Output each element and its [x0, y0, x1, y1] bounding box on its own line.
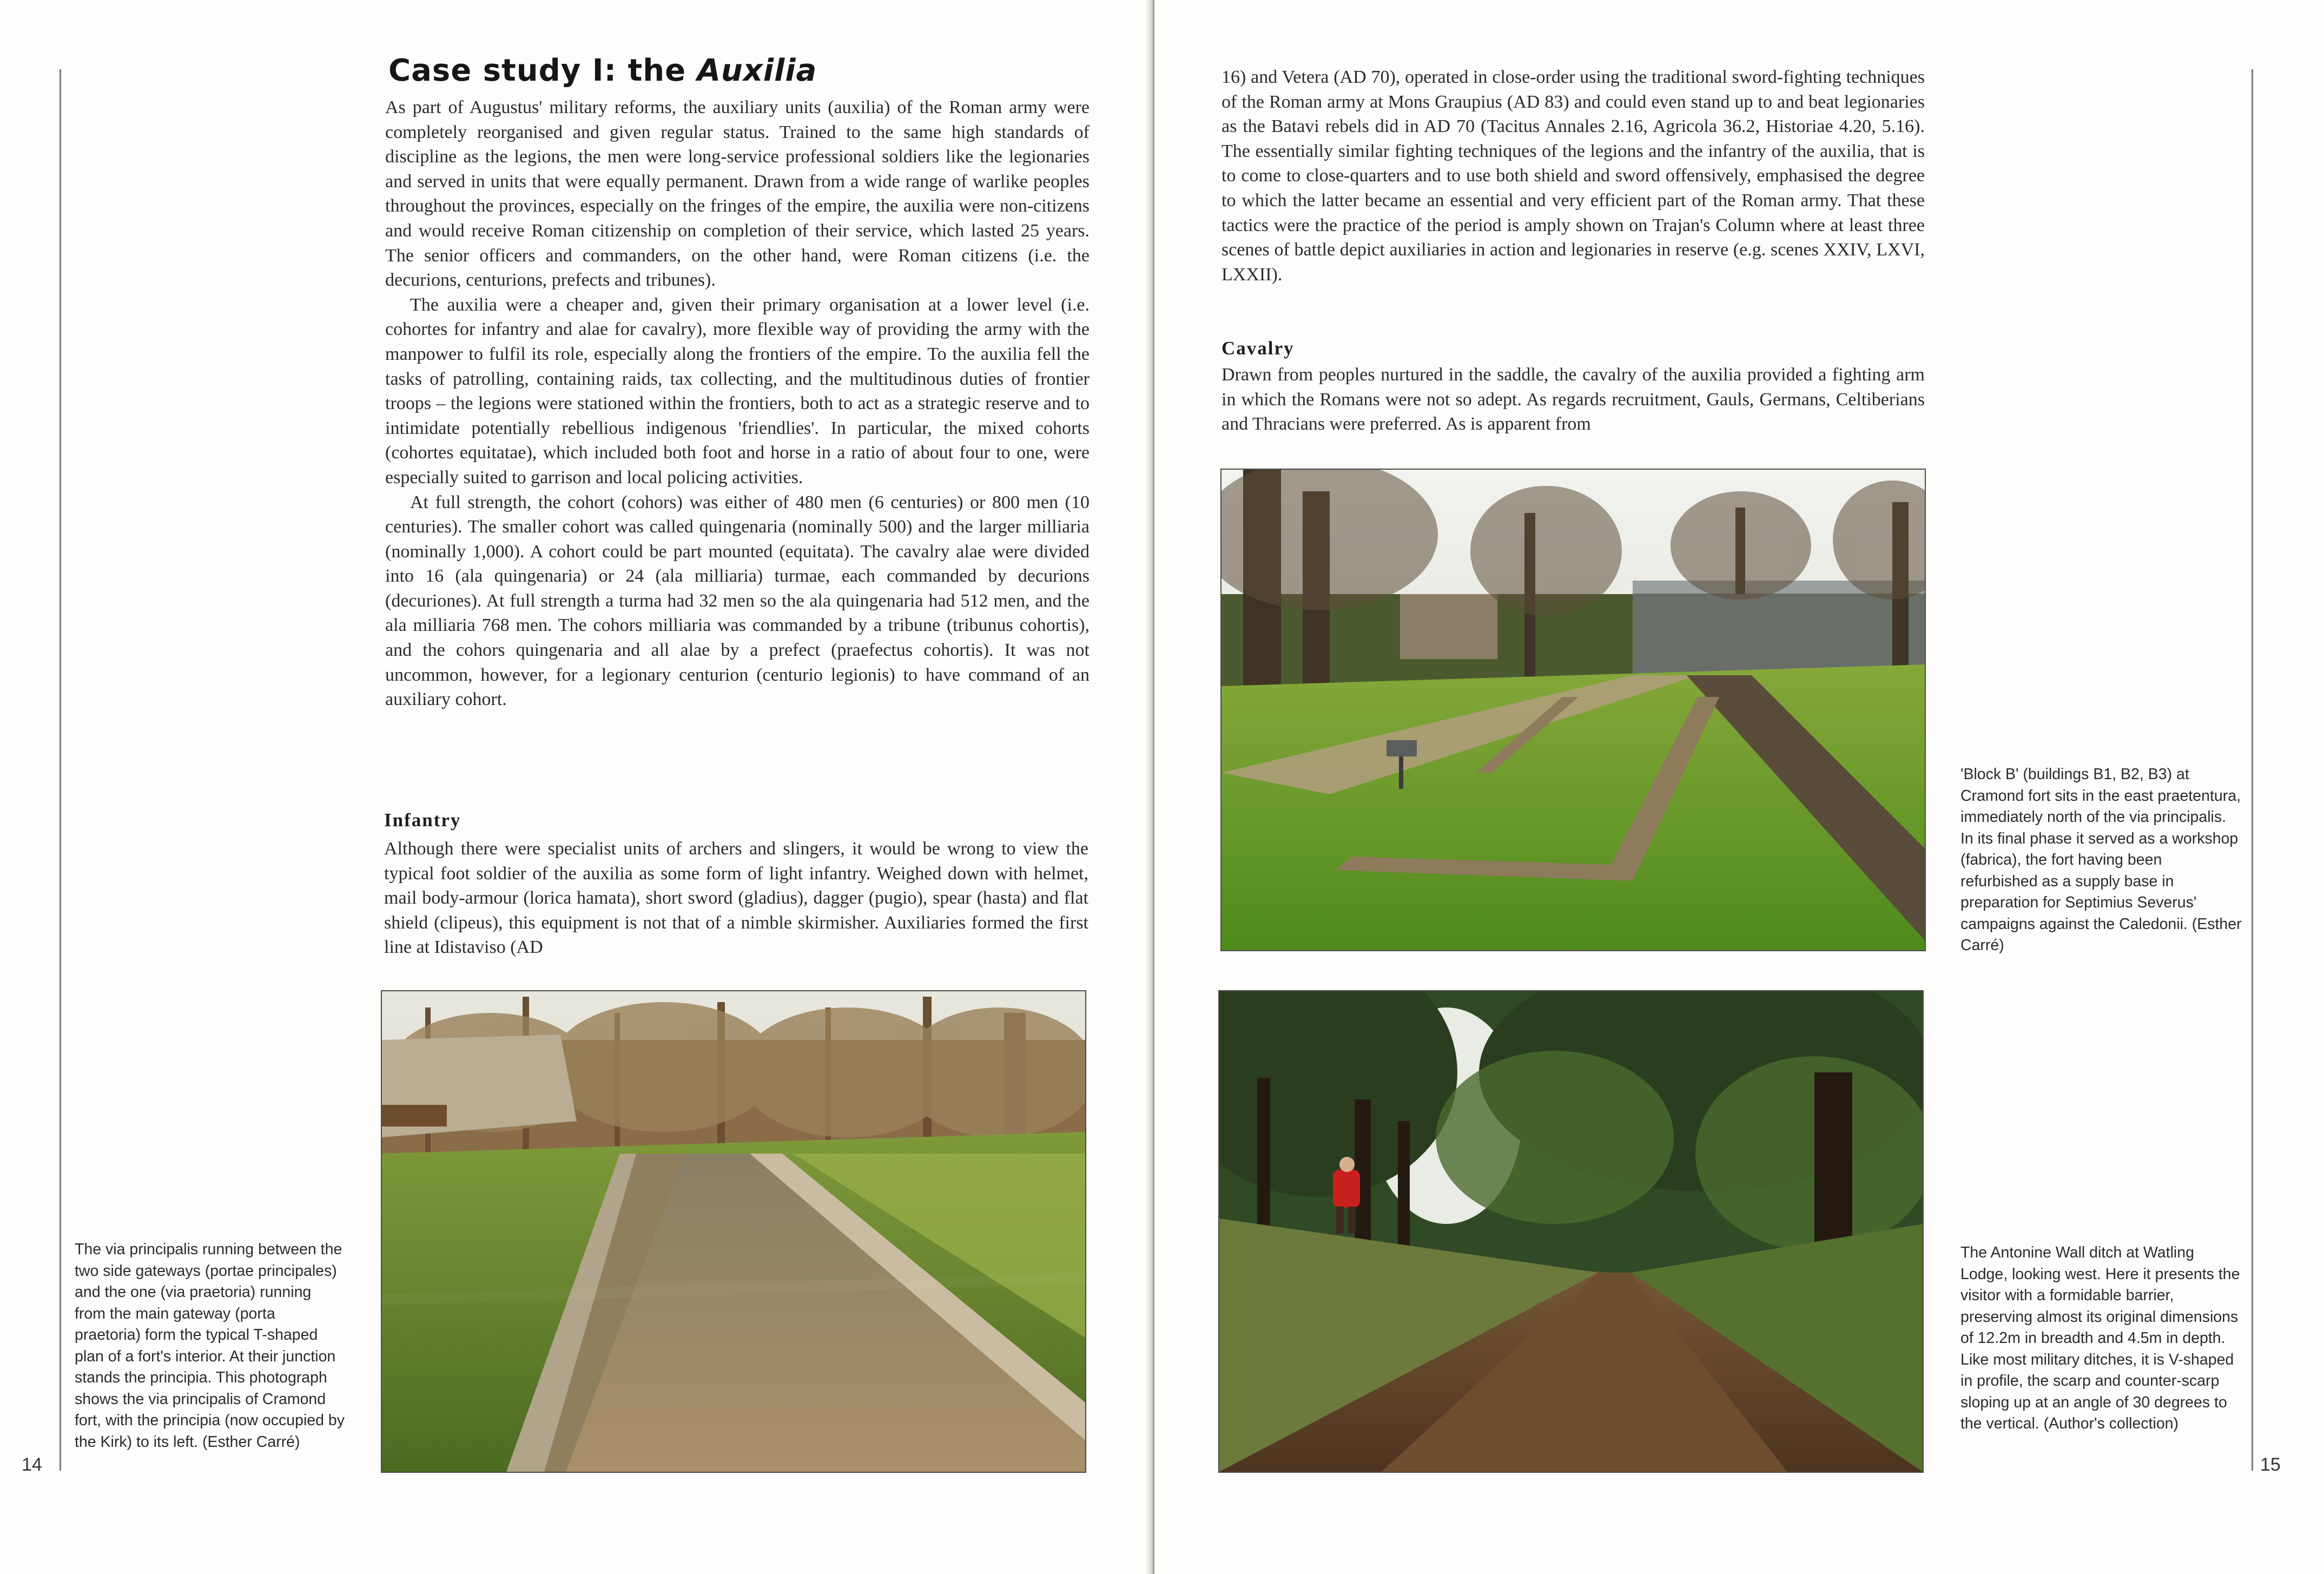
right-page	[1154, 0, 2324, 1574]
right-margin-rule	[2252, 69, 2253, 1471]
page-number-right: 15	[2260, 1454, 2281, 1475]
cavalry-text: Drawn from peoples nurtured in the saddle, the cavalry of the auxilia provided a fighting arm in which the Romans were not so adept. As regards recruitment, Gauls, Germans, Celtiberians and Thracians were preferred. As is apparent from	[1222, 365, 1925, 434]
block-b-caption: 'Block B' (buildings B1, B2, B3) at Cramond fort sits in the east praetentura, immediately north of the via principalis. In its final phase it served as a workshop (fabrica), the fort having been refurbished as a supply base in preparation for Septimius Severus' campaigns against the Caledonii. (Esther Carré)	[1960, 766, 2242, 954]
title-italic: Auxilia	[697, 53, 817, 88]
title-prefix: Case study I: the	[388, 53, 697, 88]
paragraph: The auxilia were a cheaper and, given their primary organisation at a lower level (i.e. cohortes for infantry and alae for cavalry), more flexible way of providing the army with the manpower to fulfil its role, especially along the frontiers of the empire. To the auxilia fell the tasks of patrolling, containing raids, tax collecting, and the multitudinous duties of frontier troops – the legions were stationed within the frontiers, both to act as a strategic reserve and to intimidate potentially rebellious indigenous 'friendlies'. In particular, the mixed cohorts (cohortes equitatae), which included both foot and horse in a ratio of about four to one, were especially suited to garrison and local policing activities.	[385, 294, 1090, 488]
paragraph: As part of Augustus' military reforms, the auxiliary units (auxilia) of the Roman army were completely reorganised and given regular status. Trained to the same high standards of discipline as the legions, the men were long-service professional soldiers like the legionaries and served in units that were equally permanent. Drawn from a wide range of warlike peoples throughout the provinces, especially on the fringes of the empire, the auxilia were non-citizens and would receive Roman citizenship on completion of their service, which lasted 25 years. The senior officers and commanders, on the other hand, were Roman citizens (i.e. the decurions, centurions, prefects and tribunes).	[385, 97, 1090, 291]
page-number-left: 14	[22, 1454, 42, 1475]
cavalry-heading: Cavalry	[1222, 338, 1295, 359]
page-title	[388, 53, 817, 88]
infantry-heading: Infantry	[384, 809, 461, 831]
left-margin-rule	[60, 69, 61, 1471]
paragraph: At full strength, the cohort (cohors) was either of 480 men (6 centuries) or 800 men (10 centuries). The smaller cohort was called quingenaria (nominally 500) and the larger milliaria (nominally 1,000). A cohort could be part mounted (equitata). The cavalry alae were divided into 16 (ala quingenaria) or 24 (ala milliaria) turmae, each commanded by decurions (decuriones). At full strength a turma had 32 men so the ala quingenaria had 512 men, and the ala milliaria 768 men. The cohors milliaria was commanded by a tribune (tribunus cohortis), and the cohors quingenaria and all alae by a prefect (praefectus cohortis). It was not uncommon, however, for a legionary centurion (centurio legionis) to have command of an auxiliary cohort.	[385, 492, 1090, 710]
block-b-photo	[1220, 469, 1926, 951]
left-body-text	[385, 95, 1090, 712]
via-principalis-caption: The via principalis running between the two side gateways (portae principales) and the one (via praetoria) running from the main gateway (porta praetoria) form the typical T-shaped plan of a fort's interior. At their junction stands the principia. This photograph shows the via principalis of Cramond fort, with the principia (now occupied by the Kirk) to its left. (Esther Carré)	[75, 1241, 345, 1451]
antonine-wall-photo	[1218, 990, 1924, 1473]
right-continuation-text: 16) and Vetera (AD 70), operated in close-order using the traditional sword-fighting techniques of the Roman army at Mons Graupius (AD 83) and could even stand up to and beat legionaries as the Batavi rebels did in AD 70 (Tacitus Annales 2.16, Agricola 36.2, Historiae 4.20, 5.16). The essentially similar fighting techniques of the legions and the infantry of the auxilia, that is to come to close-quarters and to use both shield and sword offensively, emphasised the degree to which the latter became an essential and very efficient part of the Roman army. That these tactics were the practice of the period is amply shown on Trajan's Column where at least three scenes of battle depict auxiliaries in action and legionaries in reserve (e.g. scenes XXIV, LXVI, LXXII).	[1222, 67, 1925, 285]
antonine-wall-caption: The Antonine Wall ditch at Watling Lodge, looking west. Here it presents the visitor with a formidable barrier, preserving almost its original dimensions of 12.2m in breadth and 4.5m in depth. Like most military ditches, it is V-shaped in profile, the scarp and counter-scarp sloping up at an angle of 30 degrees to the vertical. (Author's collection)	[1960, 1244, 2240, 1432]
infantry-text: Although there were specialist units of archers and slingers, it would be wrong to view the typical foot soldier of the auxilia as some form of light infantry. Weighed down with helmet, mail body-armour (lorica hamata), short sword (gladius), dagger (pugio), spear (hasta) and flat shield (clipeus), this equipment is not that of a nimble skirmisher. Auxiliaries formed the first line at Idistaviso (AD	[384, 839, 1088, 958]
via-principalis-photo	[381, 990, 1086, 1473]
left-page	[0, 0, 1151, 1574]
